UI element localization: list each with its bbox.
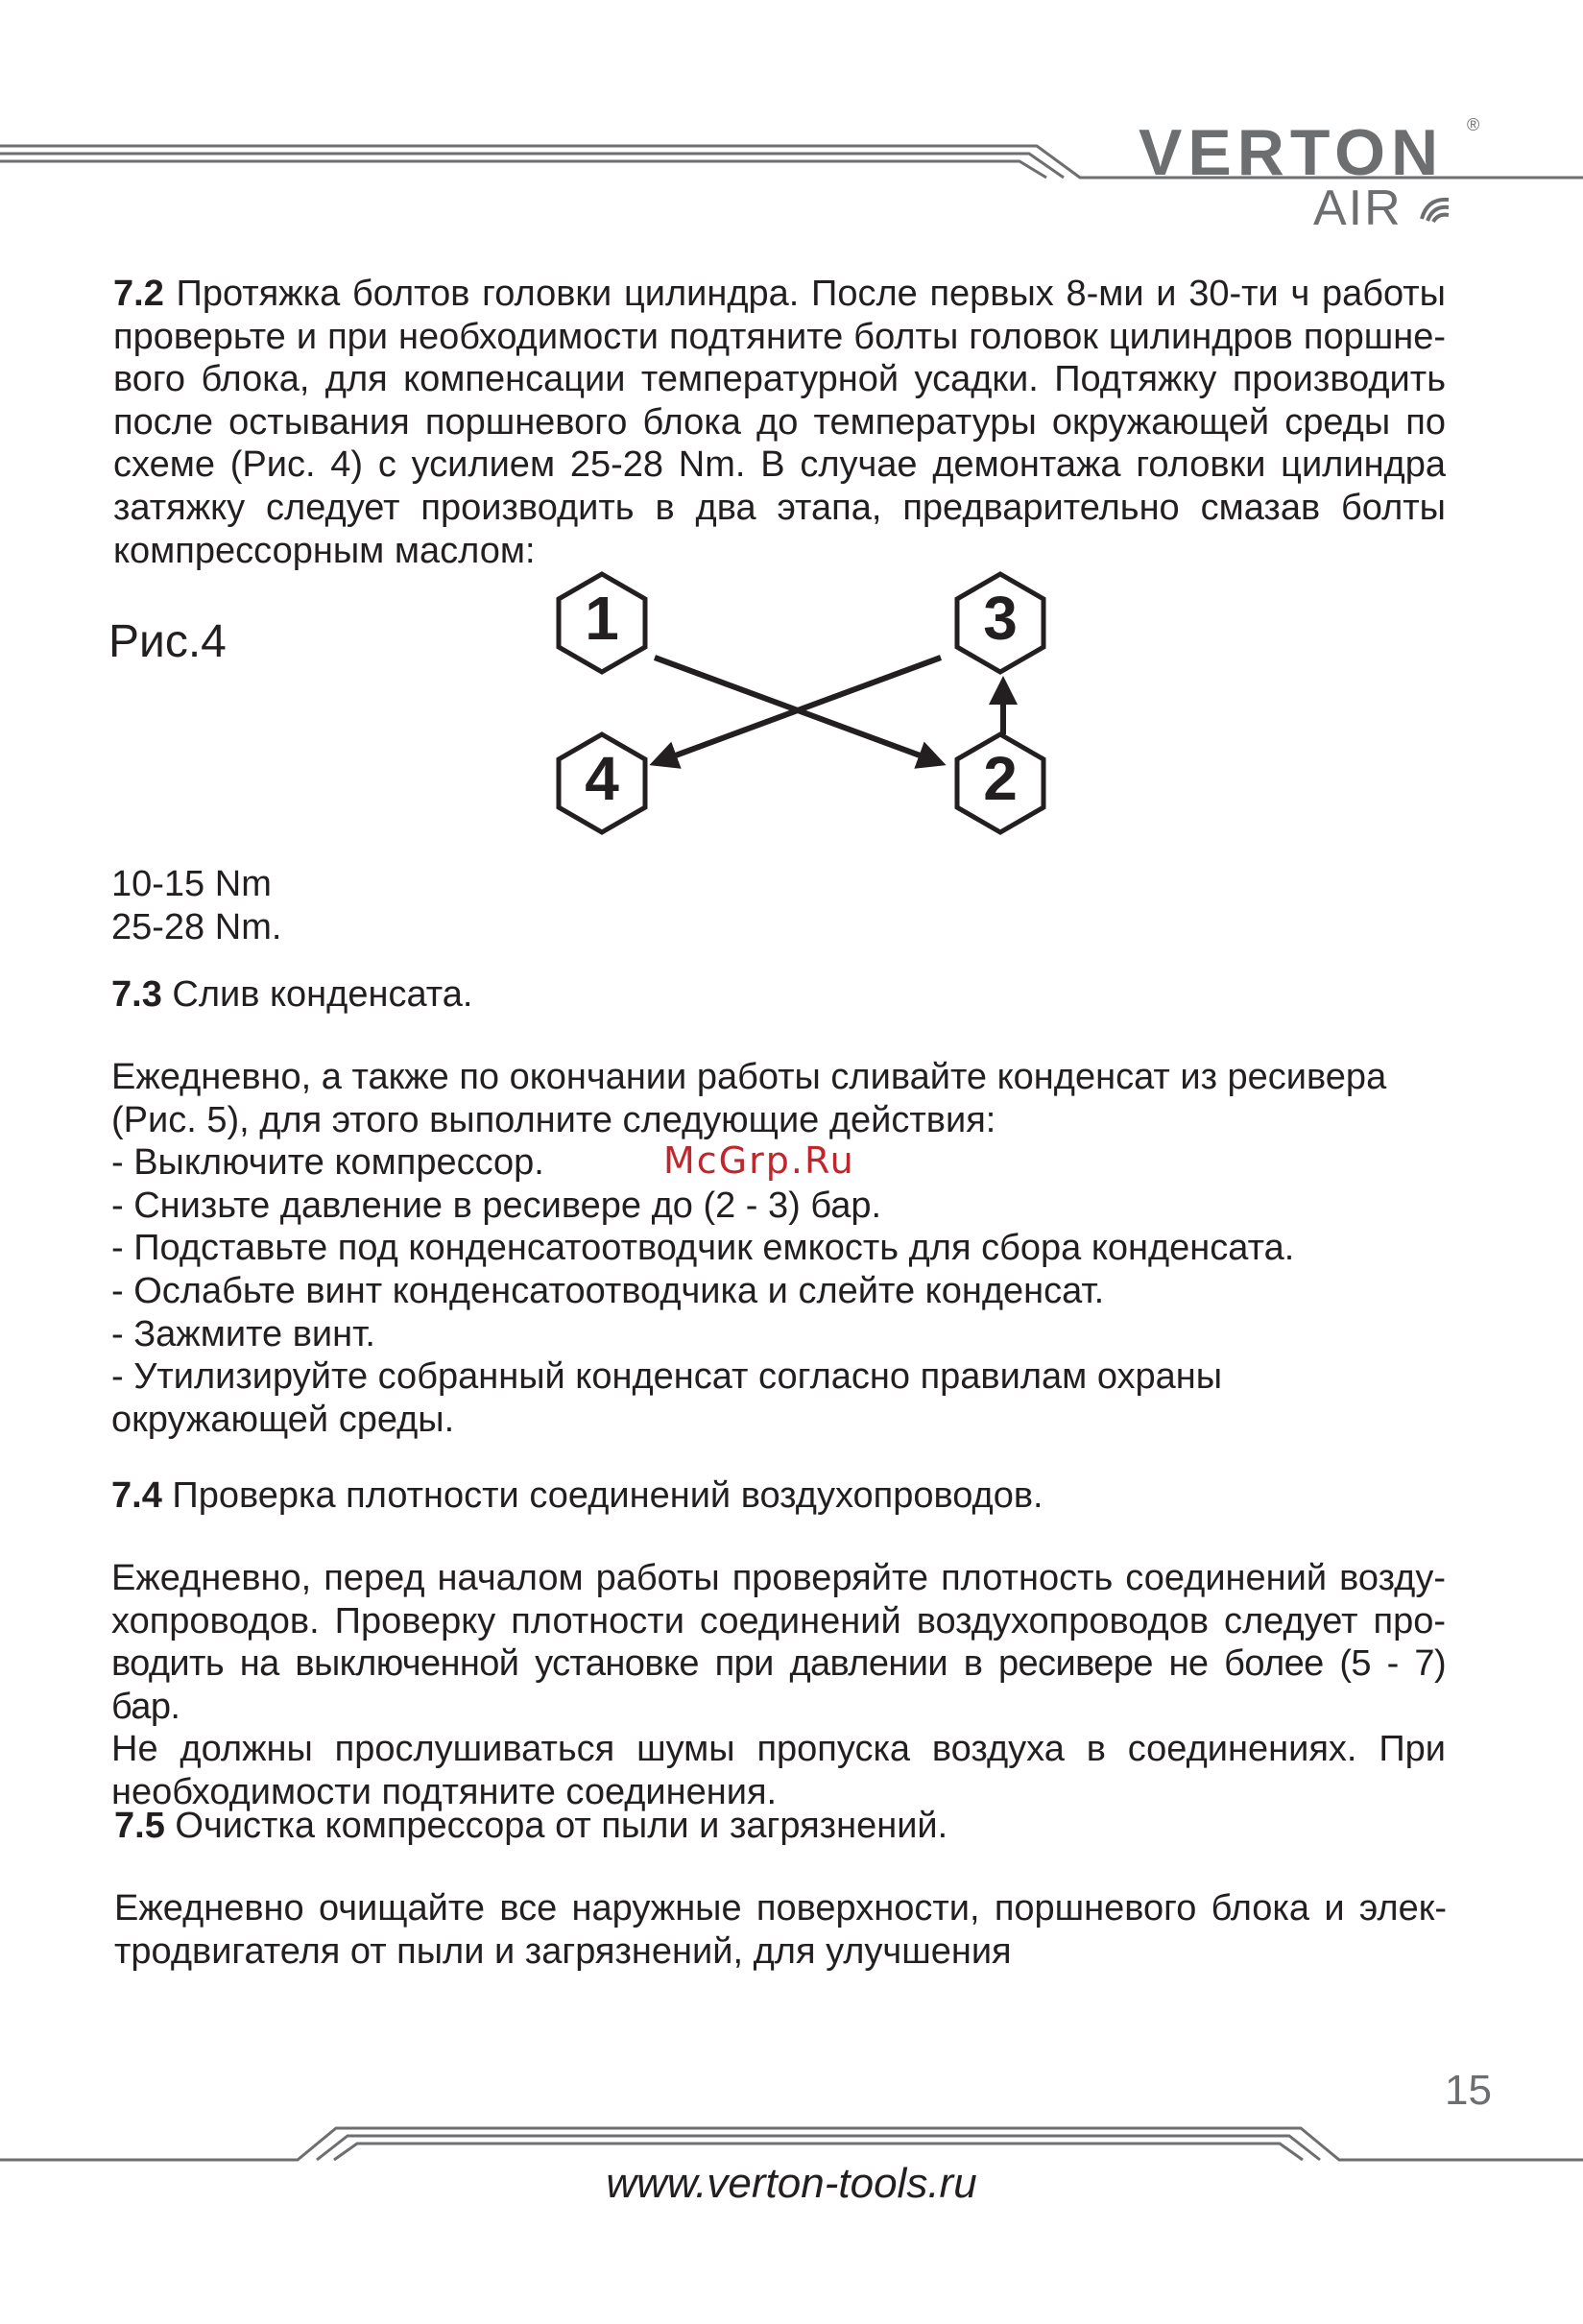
section-7-2-line: вого блока, для компенсации температурной усадки. Подтяжку производить <box>113 359 1446 400</box>
section-7-2-line <box>113 273 1446 316</box>
torque-stage-1: 10-15 Nm <box>111 864 272 904</box>
bolt-2-label: 2 <box>983 744 1018 813</box>
section-number: 7.5 <box>114 1806 165 1846</box>
section-title: Очистка компрессора от пыли и загрязнений. <box>175 1806 948 1846</box>
bolt-tightening-diagram <box>538 566 1056 854</box>
brand-logo: VERTON <box>1139 116 1445 189</box>
body-line: хопроводов. Проверку плотности соединений воздухопроводов следует про- <box>111 1600 1446 1641</box>
section-7-2 <box>113 273 1446 572</box>
section-7-4-body <box>111 1557 1446 1814</box>
section-7-2-line: затяжку следует производить в два этапа, предварительно смазав болты <box>113 487 1446 528</box>
list-item: - Утилизируйте собранный конденсат согласно правилам охраны <box>111 1356 1223 1398</box>
section-7-2-line: компрессорным маслом: <box>113 530 536 571</box>
watermark: McGrp.Ru <box>663 1139 855 1182</box>
bolt-3-label: 3 <box>983 584 1018 653</box>
section-7-4-heading <box>111 1474 1043 1518</box>
wind-icon <box>1418 190 1452 228</box>
bolt-4-label: 4 <box>585 744 619 813</box>
page-number: 15 <box>1445 2067 1492 2114</box>
torque-stages <box>111 863 281 948</box>
bolt-1-label: 1 <box>585 584 619 653</box>
body-line: (Рис. 5), для этого выполните следующие действия: <box>111 1099 996 1140</box>
section-number: 7.3 <box>111 974 162 1015</box>
section-7-2-line: проверьте и при необходимости подтяните болты головок цилиндров поршне- <box>113 316 1446 357</box>
list-item: - Ослабьте винт конденсатоотводчика и слейте конденсат. <box>111 1270 1105 1311</box>
section-7-5-heading <box>114 1805 947 1848</box>
footer-url[interactable]: www.verton-tools.ru <box>606 2160 977 2207</box>
registered-mark: ® <box>1467 115 1480 134</box>
body-line: тродвигателя от пыли и загрязнений, для улучшения <box>114 1930 1012 1972</box>
bolt-3 <box>957 574 1043 672</box>
section-7-3-heading <box>111 973 472 1017</box>
section-title: Проверка плотности соединений воздухопроводов. <box>172 1475 1043 1516</box>
footer-rule <box>0 2117 1583 2165</box>
section-7-2-line: схеме (Рис. 4) с усилием 25-28 Nm. В случае демонтажа головки цилиндра <box>113 444 1446 486</box>
list-item: - Подставьте под конденсатоотводчик емкость для сбора конденсата. <box>111 1228 1295 1269</box>
torque-stage-2: 25-28 Nm. <box>111 906 282 947</box>
body-line: Ежедневно, перед началом работы проверяйте плотность соединений возду- <box>111 1558 1446 1598</box>
brand-sub-logo <box>1313 180 1452 236</box>
bolt-4 <box>559 734 645 832</box>
figure-label: Рис.4 <box>108 616 227 667</box>
body-line: необходимости подтяните соединения. <box>111 1771 778 1812</box>
brand-sub-text: AIR <box>1313 180 1403 236</box>
section-title: Слив конденсата. <box>172 974 473 1015</box>
body-line: Ежедневно, а также по окончании работы сливайте конденсат из ресивера <box>111 1057 1387 1097</box>
section-7-5-body <box>114 1887 1447 1973</box>
list-item: - Выключите компрессор. <box>111 1142 544 1184</box>
bolt-2 <box>957 734 1043 832</box>
list-item: - Снизьте давление в ресивере до (2 - 3) бар. <box>111 1185 882 1226</box>
section-number: 7.4 <box>111 1475 162 1516</box>
body-line: Не должны прослушиваться шумы пропуска воздуха в соединениях. При <box>111 1729 1446 1770</box>
bolt-1 <box>559 574 645 672</box>
list-item: окружающей среды. <box>111 1399 455 1440</box>
body-line: водить на выключенной установке при давлении в ресивере не более (5 - 7) бар. <box>111 1643 1446 1727</box>
section-number: 7.2 <box>113 274 164 314</box>
list-item: - Зажмите винт. <box>111 1313 375 1354</box>
section-7-2-line: после остывания поршневого блока до температуры окружающей среды по <box>113 401 1446 443</box>
section-7-3-body <box>111 1056 1455 1441</box>
body-line: Ежедневно очищайте все наружные поверхности, поршневого блока и элек- <box>114 1888 1447 1929</box>
section-text: Протяжка болтов головки цилиндра. После первых 8-ми и 30-ти ч работы <box>176 274 1446 314</box>
